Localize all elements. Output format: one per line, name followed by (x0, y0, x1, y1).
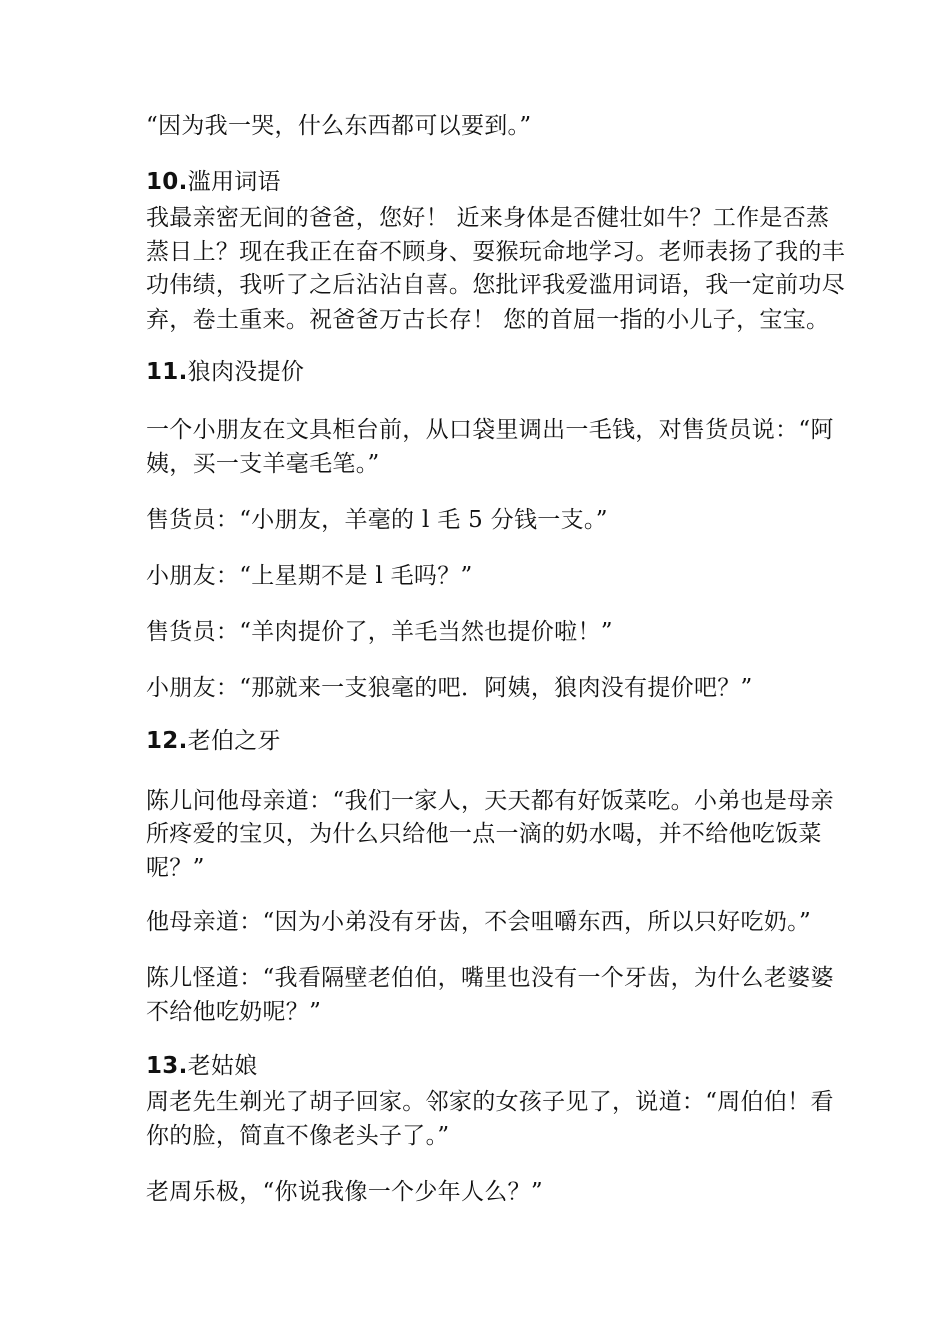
section-number: 10. (146, 169, 188, 195)
paragraph-line: 售货员：“羊肉提价了，羊毛当然也提价啦！” (146, 619, 613, 645)
paragraph-line: 蒸日上？现在我正在奋不顾身、耍猴玩命地学习。老师表扬了我的丰 (146, 239, 845, 265)
section-title: 老伯之牙 (187, 728, 281, 754)
section-title: 滥用词语 (187, 169, 281, 195)
paragraph-line: 姨，买一支羊毫毛笔。” (146, 451, 380, 477)
paragraph-line: 功伟绩，我听了之后沾沾自喜。您批评我爱滥用词语，我一定前功尽 (146, 272, 845, 298)
paragraph-line: 陈儿怪道：“我看隔壁老伯伯，嘴里也没有一个牙齿，为什么老婆婆 (146, 965, 834, 991)
paragraph-line: 他母亲道：“因为小弟没有牙齿，不会咀嚼东西，所以只好吃奶。” (146, 909, 812, 935)
paragraph-line: 你的脸，简直不像老头子了。” (146, 1123, 450, 1149)
section-title: 老姑娘 (187, 1053, 258, 1079)
section-number: 12. (146, 728, 188, 754)
paragraph-line: 一个小朋友在文具柜台前，从口袋里调出一毛钱，对售货员说：“阿 (146, 417, 834, 443)
paragraph-line: 小朋友：“那就来一支狼毫的吧．阿姨，狼肉没有提价吧？” (146, 675, 753, 701)
section-number: 11. (146, 359, 188, 385)
paragraph-line: 不给他吃奶呢？” (146, 999, 322, 1025)
paragraph-line: 弃，卷土重来。祝爸爸万古长存！ 您的首屈一指的小儿子，宝宝。 (146, 307, 830, 333)
section-heading-13 (146, 1050, 258, 1082)
section-heading-10 (146, 166, 281, 198)
paragraph-line: 周老先生剃光了胡子回家。邻家的女孩子见了，说道：“周伯伯！看 (146, 1089, 834, 1115)
paragraph-line: “因为我一哭，什么东西都可以要到。” (146, 113, 532, 139)
section-heading-12 (146, 725, 281, 757)
section-heading-11 (146, 356, 304, 388)
paragraph-line: 所疼爱的宝贝，为什么只给他一点一滴的奶水喝，并不给他吃饭菜 (146, 821, 822, 847)
paragraph-line: 老周乐极，“你说我像一个少年人么？” (146, 1179, 543, 1205)
section-title: 狼肉没提价 (187, 359, 305, 385)
paragraph-line: 小朋友：“上星期不是 l 毛吗？” (146, 563, 473, 589)
paragraph-line: 陈儿问他母亲道：“我们一家人，天天都有好饭菜吃。小弟也是母亲 (146, 788, 834, 814)
section-number: 13. (146, 1053, 188, 1079)
paragraph-line: 售货员：“小朋友，羊毫的 l 毛 5 分钱一支。” (146, 507, 608, 533)
paragraph-line: 我最亲密无间的爸爸，您好！ 近来身体是否健壮如牛？工作是否蒸 (146, 205, 830, 231)
paragraph-line: 呢？” (146, 855, 205, 881)
